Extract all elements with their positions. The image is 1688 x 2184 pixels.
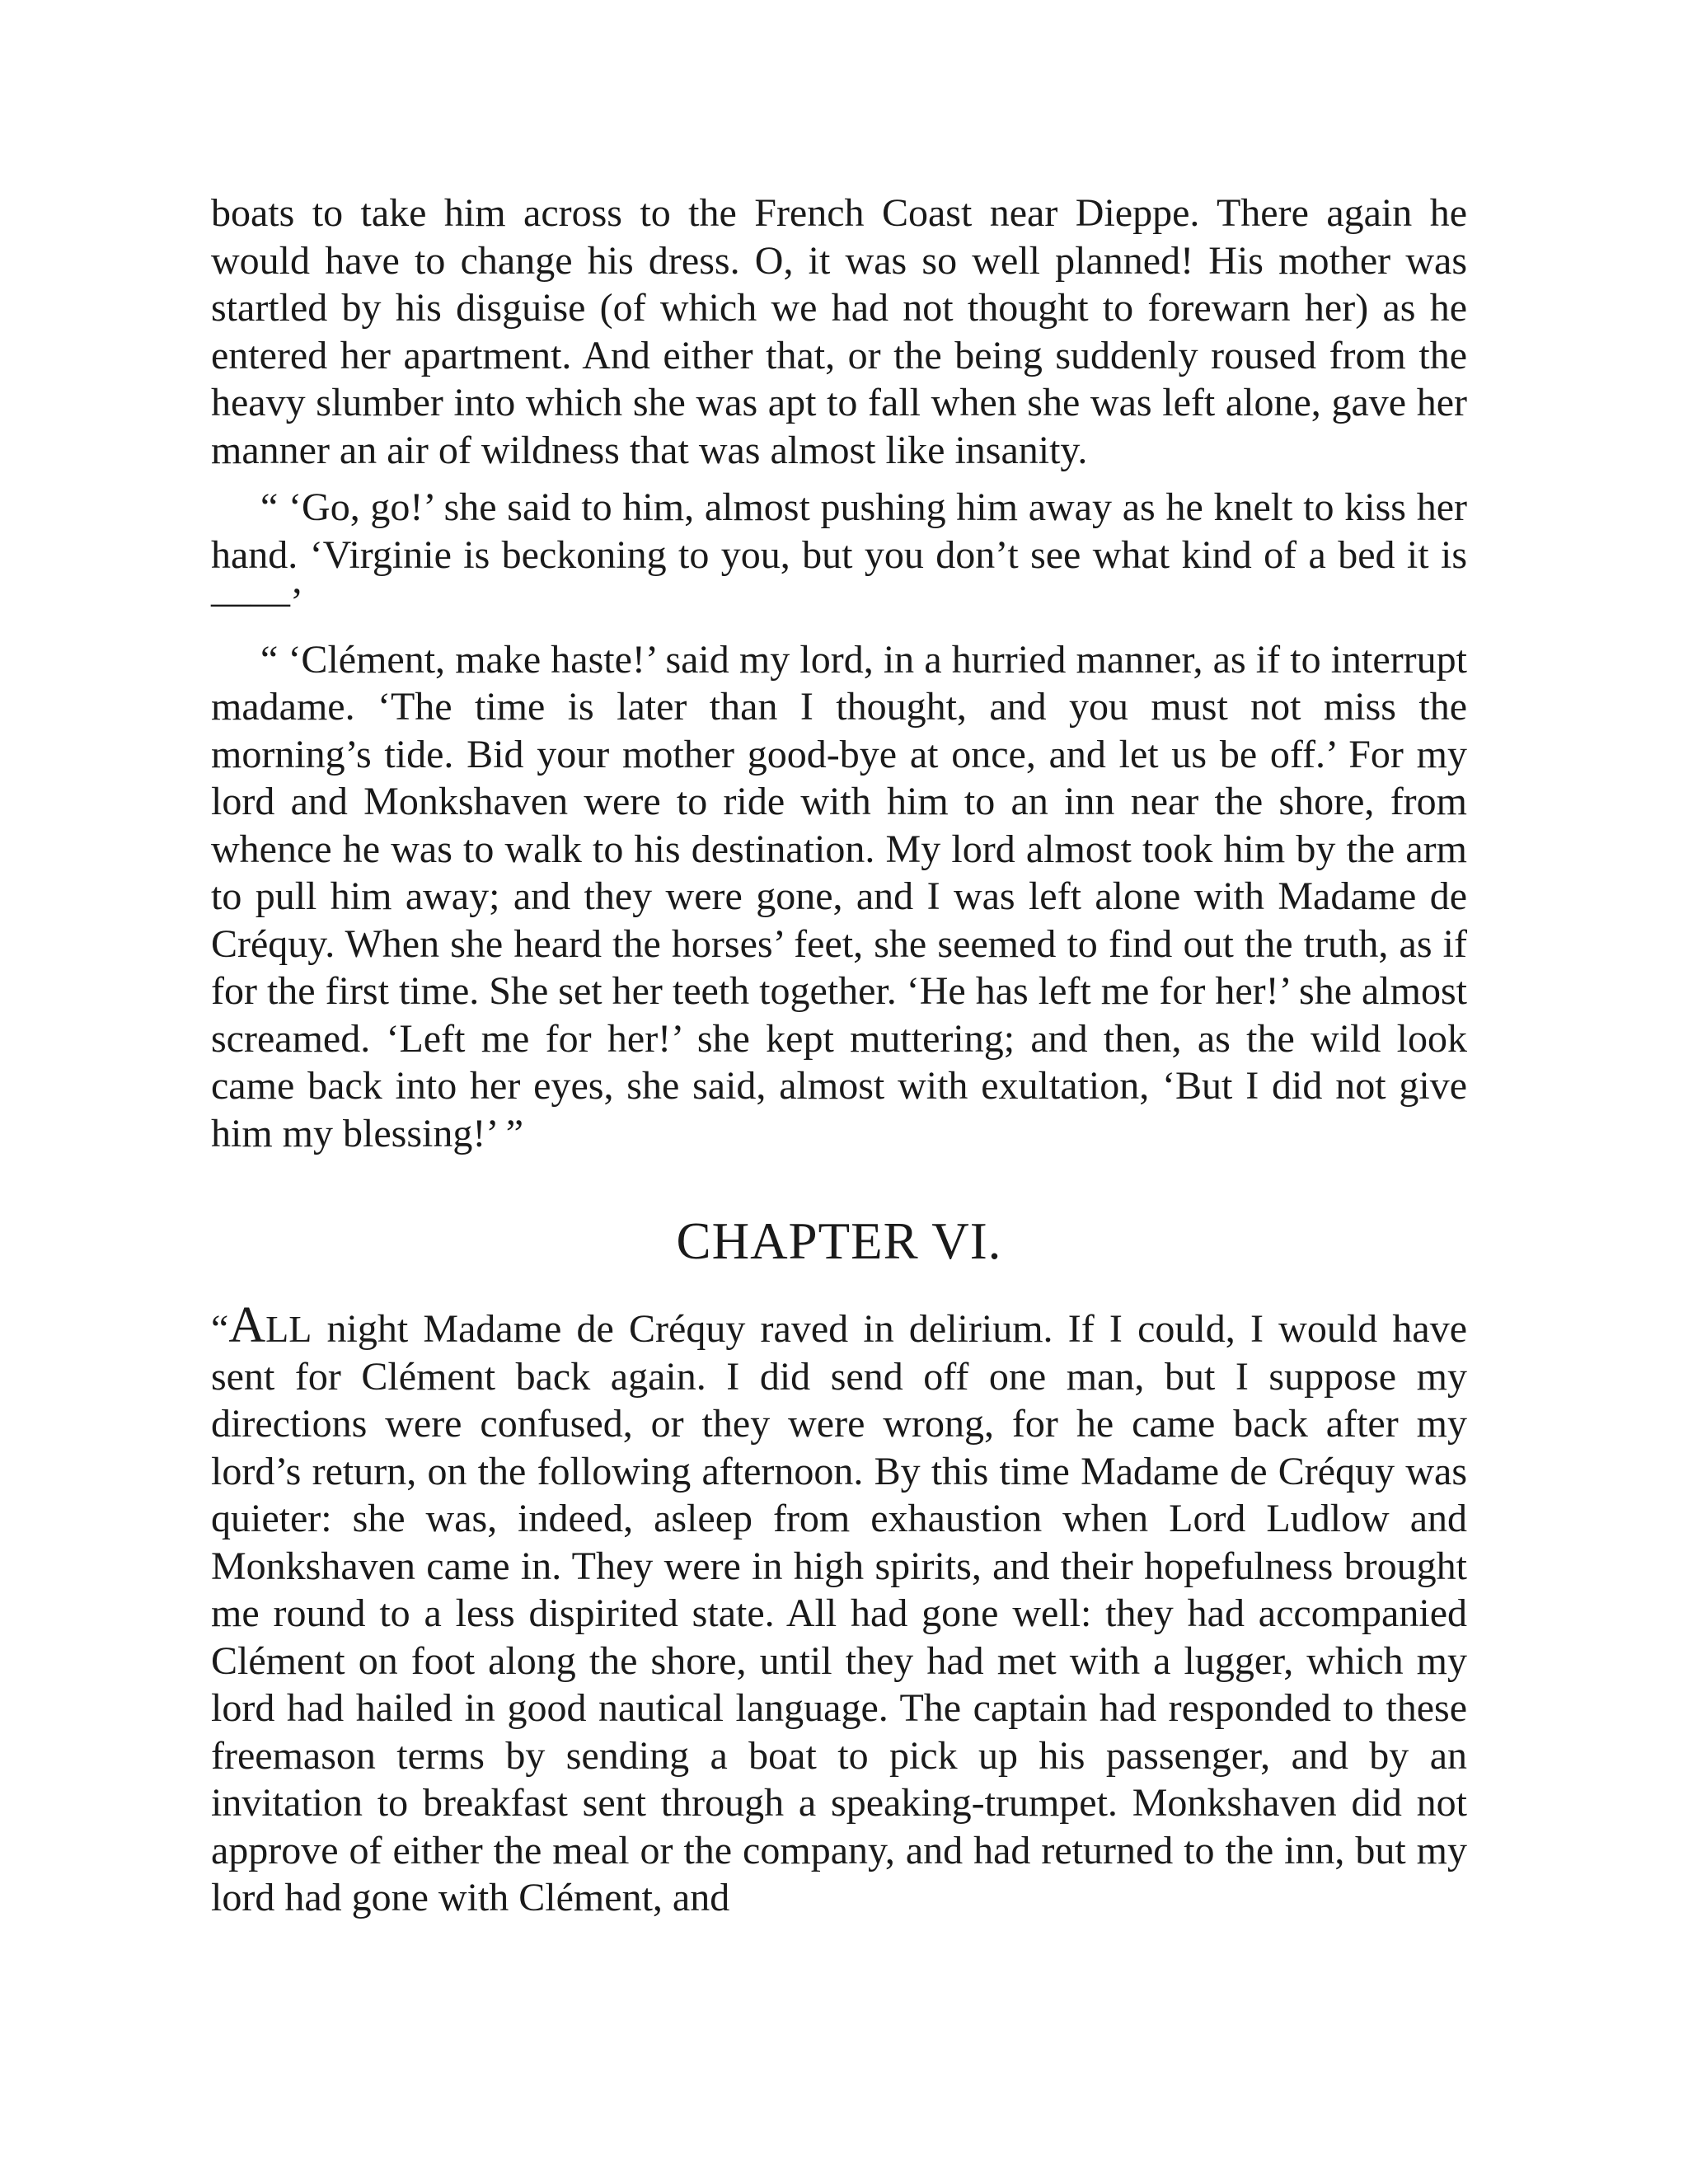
drop-cap-letter: A (228, 1297, 266, 1353)
paragraph-3: “ ‘Clément, make haste!’ said my lord, in a hurried manner, as if to interrupt madame. ‘The time is later than I thought, and you must not miss the morning’s tide. Bid your mother good-bye at once, and let us be off.’ For my lord and Monkshaven were to ride with him to an inn near the shore, from whence he was to walk to his destination. My lord almost took him by the arm to pull him away; and they were gone, and I was left alone with Madame de Créquy. When she heard the horses’ feet, she seemed to find out the truth, as if for the first time. She set her teeth together. ‘He has left me for her!’ she almost screamed. ‘Left me for her!’ she kept muttering; and then, as the wild look came back into her eyes, she said, almost with exultation, ‘But I did not give him my blessing!’ ” (211, 637, 1467, 1155)
paragraph-1: boats to take him across to the French Coast near Dieppe. There again he would have to change his dress. O, it was so well planned! His mother was startled by his disguise (of which we had not thought to forewarn her) as he entered her apartment. And either that, or the being suddenly roused from the heavy slumber into which she was apt to fall when she was left alone, gave her manner an air of wildness that was almost like insanity. (211, 191, 1467, 472)
chapter-opening-text: night Madame de Créquy raved in delirium. If I could, I would have sent for Clément back again. I did send off one man, but I suppose my directions were confused, or they were wrong, for he came back after my lord’s return, on the following afternoon. By this time Madame de Créquy was quieter: she was, indeed, asleep from exhaustion when Lord Ludlow and Monkshaven came in. They were in high spirits, and their hopefulness brought me round to a less dispirited state. All had gone well: they had accompanied Clément on foot along the shore, until they had met with a lugger, which my lord had hailed in good nautical language. The captain had responded to these freemason terms by sending a boat to pick up his passenger, and by an invitation to breakfast sent through a speaking-trumpet. Monkshaven did not approve of either the meal or the company, and had returned to the inn, but my lord had gone with Clément, and (211, 1307, 1467, 1919)
opening-quote-mark: “ (211, 1307, 229, 1351)
book-page (211, 190, 1467, 1922)
paragraph-2: “ ‘Go, go!’ she said to him, almost pushing him away as he knelt to kiss her hand. ‘Virginie is beckoning to you, but you don’t see what kind of a bed it is——’ (211, 485, 1467, 624)
chapter-title: CHAPTER VI. (676, 1212, 1002, 1270)
chapter-opening-paragraph (211, 1297, 1467, 1922)
small-caps-text: LL (265, 1308, 312, 1350)
